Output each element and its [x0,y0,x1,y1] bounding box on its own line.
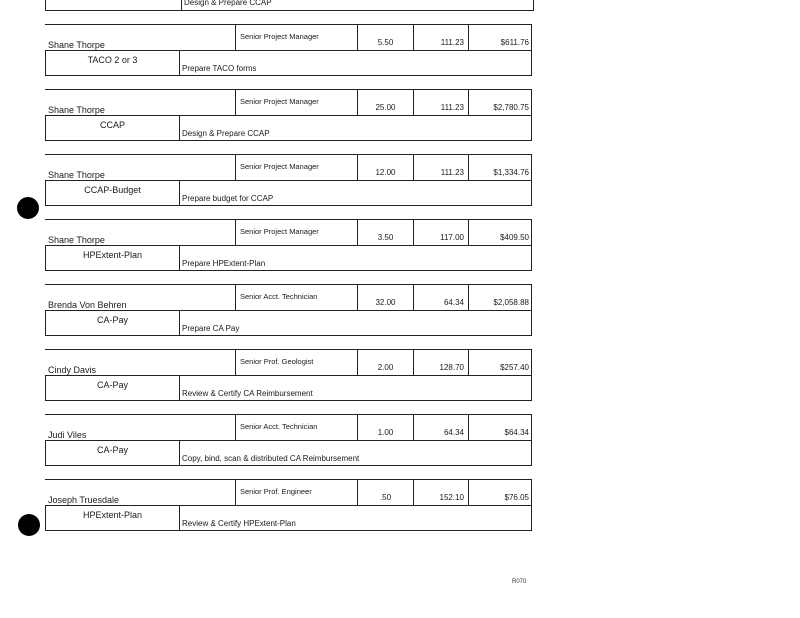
entry-detail-row [45,440,532,466]
employee-name: Shane Thorpe [48,235,105,245]
amount-cell: $76.05 [468,480,532,506]
entry-description: Prepare TACO forms [182,64,257,73]
timesheet-entry [45,89,532,142]
entry-header-row [45,479,532,506]
previous-entry-fragment [45,0,534,11]
job-title: Senior Prof. Geologist [235,350,358,376]
hours-cell: 12.00 [375,168,396,177]
task-code: CA-Pay [46,376,180,400]
job-title: Senior Acct. Technician [235,415,358,441]
entry-detail-row [45,375,532,401]
job-title: Senior Project Manager [235,25,358,51]
timesheet-entry [45,219,532,272]
rate-cell: 117.00 [413,220,468,246]
amount-cell: $2,058.88 [468,285,532,311]
job-title: Senior Prof. Engineer [235,480,358,506]
amount-cell: $409.50 [468,220,532,246]
rate-cell: 111.23 [413,90,468,116]
page-number: R070 [512,579,527,585]
job-title: Senior Acct. Technician [235,285,358,311]
rate-cell: 152.10 [413,480,468,506]
timesheet-entry [45,24,532,77]
amount-cell: $257.40 [468,350,532,376]
task-code: CCAP-Budget [46,181,180,205]
task-code: HPExtent-Plan [46,506,180,530]
entry-description: Design & Prepare CCAP [181,0,272,10]
employee-name: Shane Thorpe [48,40,105,50]
entry-detail-row [45,115,532,141]
rate-cell: 111.23 [413,25,468,51]
entry-description: Copy, bind, scan & distributed CA Reimbursement [182,454,360,463]
amount-cell: $2,780.75 [468,90,532,116]
rate-cell: 64.34 [413,285,468,311]
punch-hole-icon [18,514,40,536]
hours-cell: 2.00 [377,363,394,372]
entry-header-row [45,349,532,376]
job-title: Senior Project Manager [235,220,358,246]
entry-header-row [45,284,532,311]
entry-header-row [45,219,532,246]
timesheet-entry [45,414,532,467]
hours-cell: 5.50 [377,38,394,47]
task-code: HPExtent-Plan [46,246,180,270]
rate-cell: 111.23 [413,155,468,181]
timesheet-entry [45,284,532,337]
hours-cell: 32.00 [375,298,396,307]
amount-cell: $64.34 [468,415,532,441]
entry-detail-row [45,310,532,336]
rate-cell: 128.70 [413,350,468,376]
entry-header-row [45,89,532,116]
entry-detail-row [45,50,532,76]
entry-description: Review & Certify HPExtent-Plan [182,519,296,528]
task-code: CA-Pay [46,311,180,335]
amount-cell: $611.76 [468,25,532,51]
entry-description: Prepare HPExtent-Plan [182,259,266,268]
job-title: Senior Project Manager [235,90,358,116]
amount-cell: $1,334.76 [468,155,532,181]
entry-description: Design & Prepare CCAP [182,129,270,138]
timesheet-entry [45,479,532,532]
punch-hole-icon [17,197,39,219]
entry-detail-row [45,505,532,531]
entry-detail-row [45,245,532,271]
employee-name: Shane Thorpe [48,105,105,115]
rate-cell: 64.34 [413,415,468,441]
employee-name: Cindy Davis [48,365,97,375]
entry-description: Prepare CA Pay [182,324,240,333]
entry-description: Review & Certify CA Reimbursement [182,389,313,398]
hours-cell: 3.50 [377,233,394,242]
hours-cell: 25.00 [375,103,396,112]
entry-header-row [45,24,532,51]
hours-cell: 1.00 [377,428,394,437]
task-code: TACO 2 or 3 [46,51,180,75]
employee-name: Shane Thorpe [48,170,105,180]
task-code: CCAP [46,116,180,140]
timesheet-entry [45,154,532,207]
job-title: Senior Project Manager [235,155,358,181]
task-code: CA-Pay [46,441,180,465]
entry-header-row [45,414,532,441]
employee-name: Brenda Von Behren [48,300,127,310]
entry-header-row [45,154,532,181]
entry-detail-row [45,180,532,206]
timesheet-entry [45,349,532,402]
hours-cell: .50 [379,493,392,502]
entry-description: Prepare budget for CCAP [182,194,274,203]
employee-name: Judi Viles [48,430,87,440]
employee-name: Joseph Truesdale [48,495,120,505]
